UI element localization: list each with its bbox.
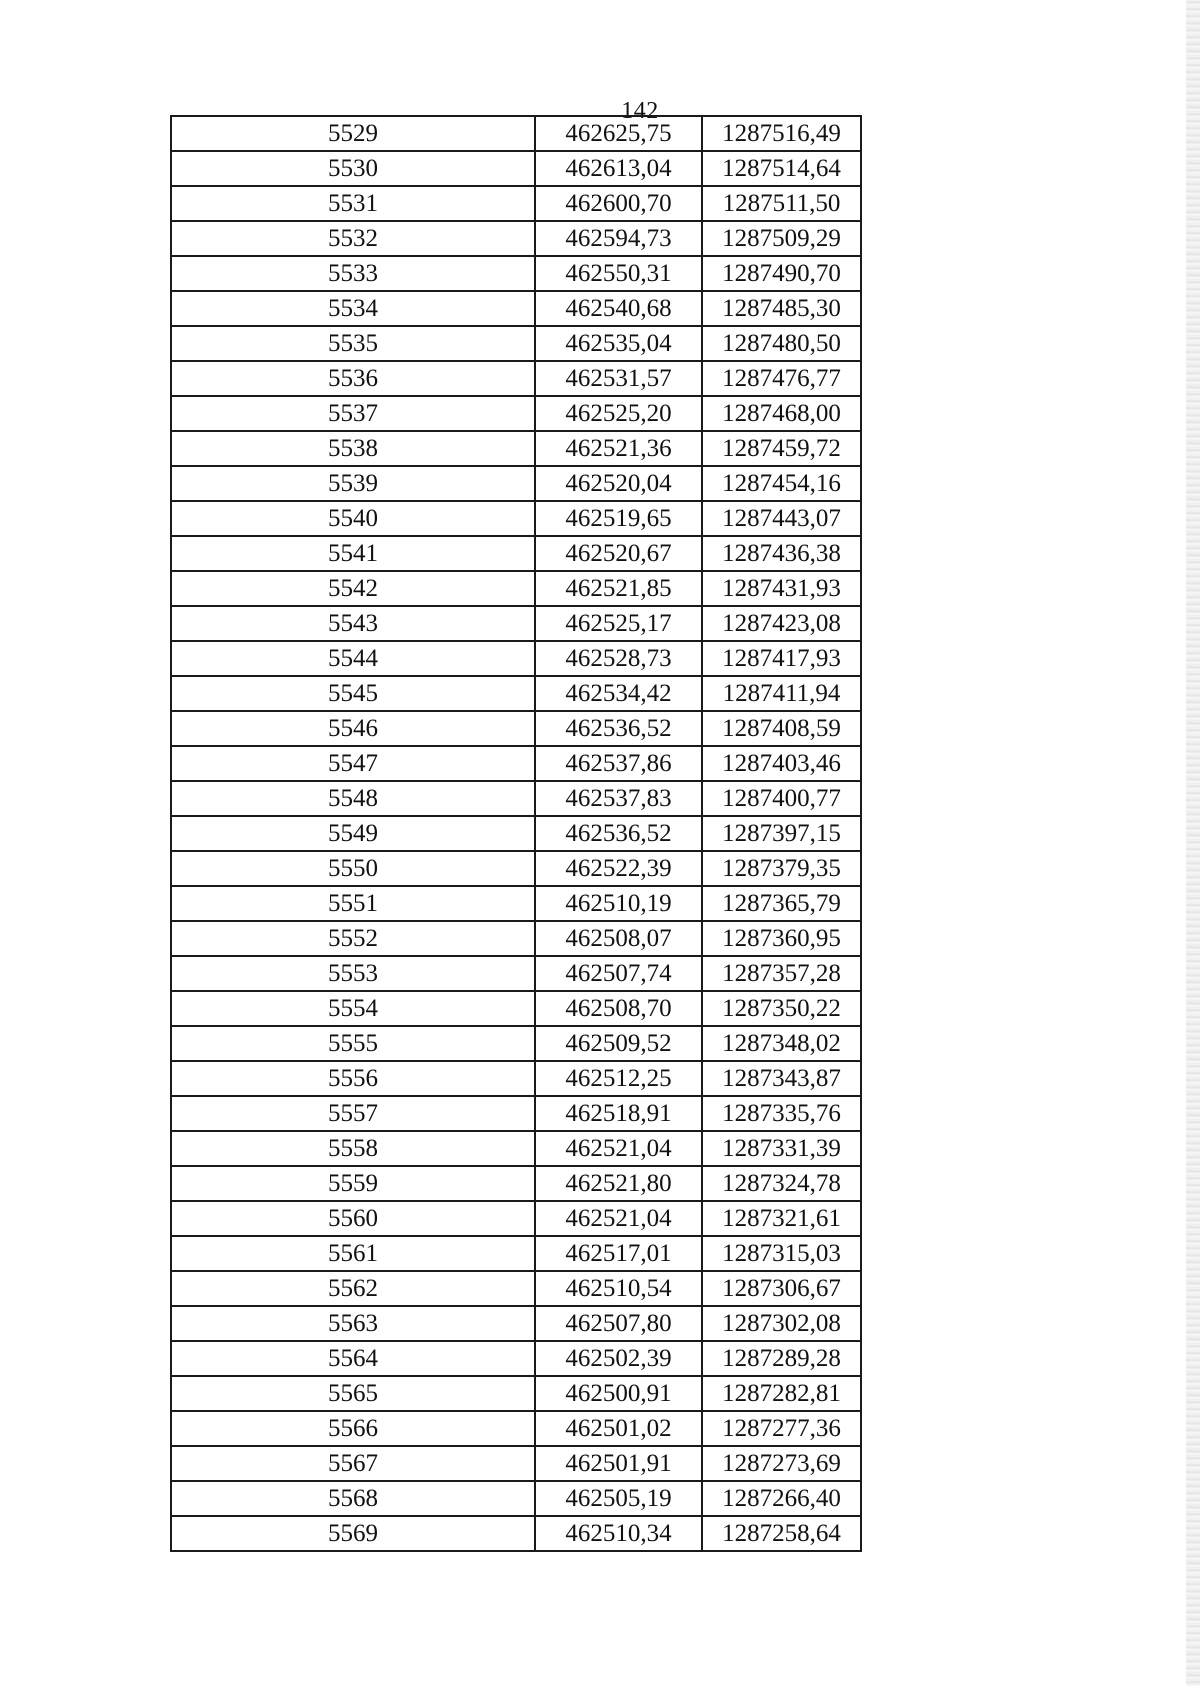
point-number-cell: 5537 [171, 396, 535, 431]
point-number-cell: 5563 [171, 1306, 535, 1341]
point-number-cell: 5542 [171, 571, 535, 606]
table-row [171, 1306, 861, 1341]
table-row [171, 151, 861, 186]
table-row [171, 886, 861, 921]
point-number-cell: 5554 [171, 991, 535, 1026]
x-coordinate-cell: 462519,65 [535, 501, 702, 536]
table-row [171, 291, 861, 326]
x-coordinate-cell: 462508,70 [535, 991, 702, 1026]
y-coordinate-cell: 1287360,95 [702, 921, 861, 956]
table-row [171, 711, 861, 746]
y-coordinate-cell: 1287277,36 [702, 1411, 861, 1446]
point-number-cell: 5553 [171, 956, 535, 991]
x-coordinate-cell: 462521,80 [535, 1166, 702, 1201]
y-coordinate-cell: 1287403,46 [702, 746, 861, 781]
y-coordinate-cell: 1287302,08 [702, 1306, 861, 1341]
x-coordinate-cell: 462501,02 [535, 1411, 702, 1446]
table-row [171, 991, 861, 1026]
point-number-cell: 5543 [171, 606, 535, 641]
x-coordinate-cell: 462594,73 [535, 221, 702, 256]
point-number-cell: 5539 [171, 466, 535, 501]
point-number-cell: 5535 [171, 326, 535, 361]
y-coordinate-cell: 1287443,07 [702, 501, 861, 536]
y-coordinate-cell: 1287514,64 [702, 151, 861, 186]
table-row [171, 641, 861, 676]
point-number-cell: 5534 [171, 291, 535, 326]
x-coordinate-cell: 462512,25 [535, 1061, 702, 1096]
y-coordinate-cell: 1287511,50 [702, 186, 861, 221]
y-coordinate-cell: 1287480,50 [702, 326, 861, 361]
table-row [171, 1481, 861, 1516]
point-number-cell: 5548 [171, 781, 535, 816]
point-number-cell: 5561 [171, 1236, 535, 1271]
x-coordinate-cell: 462537,86 [535, 746, 702, 781]
y-coordinate-cell: 1287454,16 [702, 466, 861, 501]
point-number-cell: 5567 [171, 1446, 535, 1481]
point-number-cell: 5564 [171, 1341, 535, 1376]
x-coordinate-cell: 462521,36 [535, 431, 702, 466]
y-coordinate-cell: 1287417,93 [702, 641, 861, 676]
table-row [171, 186, 861, 221]
point-number-cell: 5558 [171, 1131, 535, 1166]
x-coordinate-cell: 462509,52 [535, 1026, 702, 1061]
table-row [171, 1271, 861, 1306]
x-coordinate-cell: 462520,04 [535, 466, 702, 501]
page-number: 142 [621, 98, 659, 124]
table-row [171, 466, 861, 501]
point-number-cell: 5562 [171, 1271, 535, 1306]
table-row [171, 606, 861, 641]
y-coordinate-cell: 1287315,03 [702, 1236, 861, 1271]
y-coordinate-cell: 1287468,00 [702, 396, 861, 431]
y-coordinate-cell: 1287411,94 [702, 676, 861, 711]
table-row [171, 676, 861, 711]
x-coordinate-cell: 462500,91 [535, 1376, 702, 1411]
x-coordinate-cell: 462540,68 [535, 291, 702, 326]
y-coordinate-cell: 1287485,30 [702, 291, 861, 326]
y-coordinate-cell: 1287273,69 [702, 1446, 861, 1481]
table-row [171, 221, 861, 256]
table-row [171, 116, 861, 151]
point-number-cell: 5540 [171, 501, 535, 536]
x-coordinate-cell: 462600,70 [535, 186, 702, 221]
table-row [171, 1341, 861, 1376]
x-coordinate-cell: 462507,80 [535, 1306, 702, 1341]
point-number-cell: 5550 [171, 851, 535, 886]
table-row [171, 921, 861, 956]
y-coordinate-cell: 1287258,64 [702, 1516, 861, 1551]
table-row [171, 1061, 861, 1096]
x-coordinate-cell: 462518,91 [535, 1096, 702, 1131]
y-coordinate-cell: 1287306,67 [702, 1271, 861, 1306]
point-number-cell: 5544 [171, 641, 535, 676]
x-coordinate-cell: 462537,83 [535, 781, 702, 816]
point-number-cell: 5565 [171, 1376, 535, 1411]
x-coordinate-cell: 462517,01 [535, 1236, 702, 1271]
point-number-cell: 5549 [171, 816, 535, 851]
point-number-cell: 5536 [171, 361, 535, 396]
x-coordinate-cell: 462525,20 [535, 396, 702, 431]
y-coordinate-cell: 1287476,77 [702, 361, 861, 396]
point-number-cell: 5559 [171, 1166, 535, 1201]
point-number-cell: 5533 [171, 256, 535, 291]
y-coordinate-cell: 1287397,15 [702, 816, 861, 851]
point-number-cell: 5547 [171, 746, 535, 781]
table-row [171, 1131, 861, 1166]
point-number-cell: 5545 [171, 676, 535, 711]
point-number-cell: 5529 [171, 116, 535, 151]
x-coordinate-cell: 462535,04 [535, 326, 702, 361]
point-number-cell: 5546 [171, 711, 535, 746]
x-coordinate-cell: 462507,74 [535, 956, 702, 991]
table-row [171, 1026, 861, 1061]
y-coordinate-cell: 1287459,72 [702, 431, 861, 466]
table-row [171, 1446, 861, 1481]
table-row [171, 361, 861, 396]
x-coordinate-cell: 462521,85 [535, 571, 702, 606]
table-row [171, 1201, 861, 1236]
x-coordinate-cell: 462613,04 [535, 151, 702, 186]
coordinates-table [170, 115, 862, 1552]
table-row [171, 1516, 861, 1551]
table-row [171, 396, 861, 431]
table-row [171, 501, 861, 536]
y-coordinate-cell: 1287331,39 [702, 1131, 861, 1166]
table-row [171, 326, 861, 361]
point-number-cell: 5556 [171, 1061, 535, 1096]
y-coordinate-cell: 1287343,87 [702, 1061, 861, 1096]
point-number-cell: 5552 [171, 921, 535, 956]
x-coordinate-cell: 462505,19 [535, 1481, 702, 1516]
y-coordinate-cell: 1287365,79 [702, 886, 861, 921]
y-coordinate-cell: 1287436,38 [702, 536, 861, 571]
point-number-cell: 5530 [171, 151, 535, 186]
x-coordinate-cell: 462520,67 [535, 536, 702, 571]
table-row [171, 1411, 861, 1446]
y-coordinate-cell: 1287400,77 [702, 781, 861, 816]
y-coordinate-cell: 1287266,40 [702, 1481, 861, 1516]
y-coordinate-cell: 1287509,29 [702, 221, 861, 256]
table-row [171, 816, 861, 851]
scan-edge-artifact [1186, 0, 1200, 1686]
x-coordinate-cell: 462502,39 [535, 1341, 702, 1376]
table-row [171, 1096, 861, 1131]
x-coordinate-cell: 462534,42 [535, 676, 702, 711]
table-row [171, 781, 861, 816]
point-number-cell: 5555 [171, 1026, 535, 1061]
point-number-cell: 5566 [171, 1411, 535, 1446]
table-row [171, 851, 861, 886]
x-coordinate-cell: 462531,57 [535, 361, 702, 396]
y-coordinate-cell: 1287490,70 [702, 256, 861, 291]
x-coordinate-cell: 462522,39 [535, 851, 702, 886]
x-coordinate-cell: 462525,17 [535, 606, 702, 641]
y-coordinate-cell: 1287321,61 [702, 1201, 861, 1236]
point-number-cell: 5568 [171, 1481, 535, 1516]
table-row [171, 1376, 861, 1411]
table-row [171, 1236, 861, 1271]
table-row [171, 571, 861, 606]
y-coordinate-cell: 1287516,49 [702, 116, 861, 151]
y-coordinate-cell: 1287324,78 [702, 1166, 861, 1201]
y-coordinate-cell: 1287408,59 [702, 711, 861, 746]
table-row [171, 746, 861, 781]
point-number-cell: 5532 [171, 221, 535, 256]
point-number-cell: 5531 [171, 186, 535, 221]
y-coordinate-cell: 1287350,22 [702, 991, 861, 1026]
y-coordinate-cell: 1287431,93 [702, 571, 861, 606]
table-row [171, 431, 861, 466]
x-coordinate-cell: 462521,04 [535, 1131, 702, 1166]
x-coordinate-cell: 462510,34 [535, 1516, 702, 1551]
y-coordinate-cell: 1287423,08 [702, 606, 861, 641]
y-coordinate-cell: 1287335,76 [702, 1096, 861, 1131]
x-coordinate-cell: 462536,52 [535, 816, 702, 851]
y-coordinate-cell: 1287379,35 [702, 851, 861, 886]
x-coordinate-cell: 462550,31 [535, 256, 702, 291]
point-number-cell: 5538 [171, 431, 535, 466]
x-coordinate-cell: 462508,07 [535, 921, 702, 956]
table-row [171, 956, 861, 991]
point-number-cell: 5541 [171, 536, 535, 571]
x-coordinate-cell: 462625,75 [535, 116, 702, 151]
x-coordinate-cell: 462510,19 [535, 886, 702, 921]
point-number-cell: 5560 [171, 1201, 535, 1236]
x-coordinate-cell: 462510,54 [535, 1271, 702, 1306]
point-number-cell: 5557 [171, 1096, 535, 1131]
y-coordinate-cell: 1287357,28 [702, 956, 861, 991]
table-row [171, 536, 861, 571]
x-coordinate-cell: 462536,52 [535, 711, 702, 746]
point-number-cell: 5551 [171, 886, 535, 921]
x-coordinate-cell: 462528,73 [535, 641, 702, 676]
y-coordinate-cell: 1287289,28 [702, 1341, 861, 1376]
x-coordinate-cell: 462521,04 [535, 1201, 702, 1236]
y-coordinate-cell: 1287282,81 [702, 1376, 861, 1411]
y-coordinate-cell: 1287348,02 [702, 1026, 861, 1061]
point-number-cell: 5569 [171, 1516, 535, 1551]
x-coordinate-cell: 462501,91 [535, 1446, 702, 1481]
coordinates-table-body [171, 116, 861, 1551]
table-row [171, 256, 861, 291]
table-row [171, 1166, 861, 1201]
